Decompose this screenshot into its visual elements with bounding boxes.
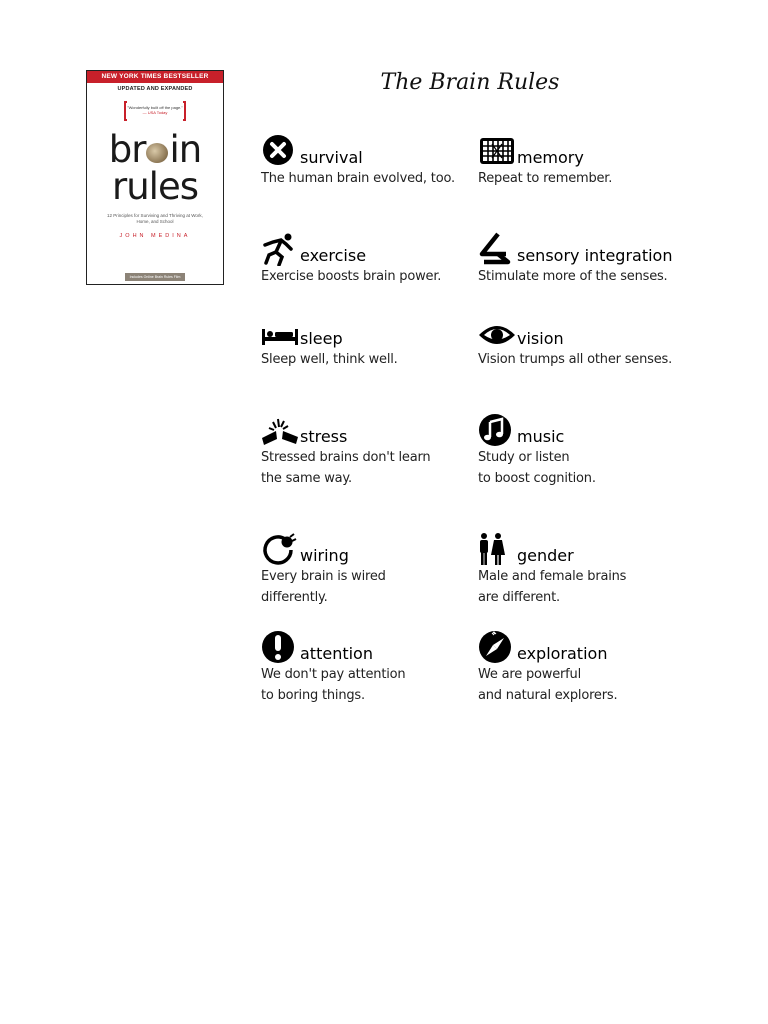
cover-quote	[124, 101, 186, 115]
rule-description: Stimulate more of the senses.	[478, 269, 668, 284]
rule-header	[478, 411, 698, 447]
rule-name: attention	[300, 644, 373, 663]
rule-attention	[261, 628, 481, 706]
cover-title-bottom: rules	[112, 165, 198, 208]
rule-name: stress	[300, 427, 348, 446]
cover-banner: NEW YORK TIMES BESTSELLER	[87, 71, 223, 83]
senses-icon	[478, 232, 516, 266]
grid-icon	[478, 134, 516, 168]
rule-description: The human brain evolved, too.	[261, 171, 455, 186]
rule-name: wiring	[300, 546, 349, 565]
book-cover	[86, 70, 224, 285]
runner-icon	[261, 232, 299, 266]
cover-title-part: br	[108, 128, 146, 171]
rule-header	[261, 411, 481, 447]
page-title: The Brain Rules	[380, 70, 560, 95]
rule-description: Vision trumps all other senses.	[478, 352, 673, 367]
rule-header	[478, 132, 698, 168]
rule-name: sleep	[300, 329, 343, 348]
rule-sleep	[261, 313, 481, 370]
rule-header	[478, 230, 698, 266]
rule-description: Male and female brains are different.	[478, 569, 627, 605]
x-circle-icon	[261, 134, 299, 168]
rule-header	[261, 530, 481, 566]
rule-description: Every brain is wired differently.	[261, 569, 386, 605]
rule-memory	[478, 132, 698, 189]
brain-image-icon	[146, 143, 168, 163]
rule-stress	[261, 411, 481, 489]
plug-loop-icon	[261, 532, 299, 566]
rule-description: We don't pay attention to boring things.	[261, 667, 406, 703]
cover-title	[87, 128, 223, 208]
cover-quote-box	[124, 101, 186, 123]
rule-description: Study or listen to boost cognition.	[478, 450, 596, 486]
rule-name: exercise	[300, 246, 367, 265]
rule-description: We are powerful and natural explorers.	[478, 667, 618, 703]
rule-vision	[478, 313, 698, 370]
rule-sensory-integration	[478, 230, 698, 287]
rule-exploration	[478, 628, 698, 706]
rule-name: sensory integration	[517, 246, 673, 265]
rule-name: gender	[517, 546, 574, 565]
rule-survival	[261, 132, 481, 189]
rule-header	[261, 313, 481, 349]
rule-description: Sleep well, think well.	[261, 352, 398, 367]
rule-header	[478, 313, 698, 349]
rule-name: music	[517, 427, 565, 446]
rule-header	[478, 628, 698, 664]
rule-description: Repeat to remember.	[478, 171, 613, 186]
rule-name: exploration	[517, 644, 608, 663]
music-note-icon	[478, 413, 516, 447]
rule-description: Stressed brains don't learn the same way.	[261, 450, 431, 486]
broken-icon	[261, 413, 299, 447]
cover-quote-source: — USA Today	[142, 110, 168, 115]
rule-name: memory	[517, 148, 584, 167]
rule-name: survival	[300, 148, 363, 167]
cover-quote-text: "Wonderfully built off the page."	[127, 105, 183, 110]
rule-header	[478, 530, 698, 566]
exclamation-icon	[261, 630, 299, 664]
rule-header	[261, 230, 481, 266]
bed-icon	[261, 315, 299, 349]
rule-music	[478, 411, 698, 489]
eye-icon	[478, 315, 516, 349]
rule-wiring	[261, 530, 481, 608]
male-female-icon	[478, 532, 516, 566]
rule-header	[261, 132, 481, 168]
rule-header	[261, 628, 481, 664]
compass-icon	[478, 630, 516, 664]
rule-gender	[478, 530, 698, 608]
cover-subtitle: UPDATED AND EXPANDED	[117, 86, 193, 92]
rule-name: vision	[517, 329, 564, 348]
cover-tagline: 12 Principles for Surviving and Thriving at Work, Home, and School	[107, 213, 203, 224]
rule-exercise	[261, 230, 481, 287]
cover-title-part: in	[169, 128, 202, 171]
cover-bottom-bar: Includes Online Brain Rules Film	[125, 273, 185, 281]
cover-author: JOHN MEDINA	[119, 233, 191, 239]
rule-description: Exercise boosts brain power.	[261, 269, 442, 284]
